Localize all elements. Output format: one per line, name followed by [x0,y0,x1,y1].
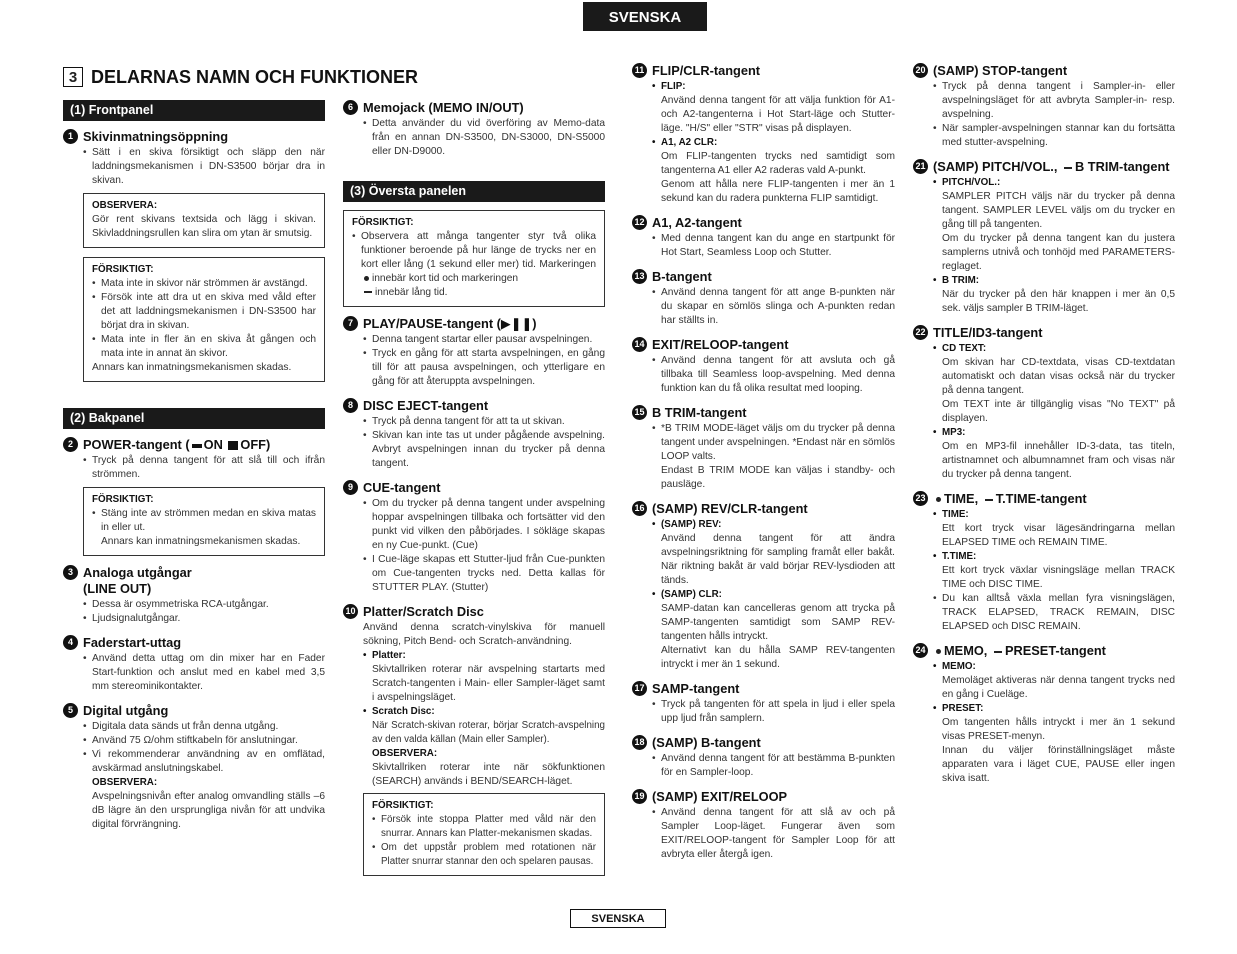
paragraph: Använd denna tangent för att ändra avspelningsriktning för sampling framåt eller bakåt. När riktning bakåt är vald börjar REV-lysdioden att tänds. [661,533,895,586]
item-heading [913,491,1175,507]
section-band-bakpanel: (2) Bakpanel [63,408,325,429]
item-title: PLAY/PAUSE-tangent (▶❚❚) [363,316,537,331]
paragraph: Skivtallriken roterar när avspelning startarts med Scratch-tangenten i Main- eller Sampler-läget samt i avspelningsläget. [372,664,605,703]
chapter-number: 3 [63,67,83,87]
power-off-symbol-icon [228,441,238,450]
sub-label: • CD TEXT: [933,342,1175,356]
item-heading [913,159,1175,175]
item-heading [632,501,895,517]
item-number: 24 [913,643,928,658]
item-number: 2 [63,437,78,452]
bullet: • Observera att många tangenter styr två olika funktioner beroende på hur länge de trycks ner en kort eller lång (1 sekund eller mer) tid. Markeringen innebär kort tid och markeringen innebär lång tid. [352,230,596,300]
bullet: • Skivan kan inte tas ut under pågående avspelning. Avbryt avspelningen innan du trycker på denna tangent. [363,429,605,471]
item-number: 7 [343,316,358,331]
paragraph: Om FLIP-tangenten trycks ned samtidigt som tangenterna A1 eller A2 raderas vald A-punkt. [661,151,895,176]
bullet: • Du kan alltså växla mellan fyra visningslägen, TRACK ELAPSED, TRACK REMAIN, DISC ELAPSED och DISC REMAIN. [933,592,1175,634]
item-title: (SAMP) B-tangent [652,735,761,750]
paragraph: Använd denna tangent för att välja funktion för A1- och A2-tangenterna i Hot Start-läge och Stutter-läge. "H/S" eller "STR" visas på displayen. [661,95,895,134]
item-heading [343,316,605,332]
bullet: • Använd denna tangent för att avsluta och gå tillbaka till Seamless loop-avspelning. Med denna funktion kan du få olika resultat med looping. [652,354,895,396]
bullet: • Vi rekommenderar användning av en omflätad, avskärmad anslutningskabel. [83,748,325,776]
section-band-oversta-panelen: (3) Översta panelen [343,181,605,202]
sub-label: • T.TIME: [933,550,1175,564]
caution-box [83,487,325,556]
item-number: 16 [632,501,647,516]
caution-box [363,793,605,876]
power-on-symbol-icon [192,444,202,448]
item-number: 9 [343,480,358,495]
bullet: • Försök inte stoppa Platter med våld när den snurrar. Annars kan Platter-mekanismen skadas. [372,813,596,841]
caution-heading: FÖRSIKTIGT: [92,494,154,505]
item-number: 18 [632,735,647,750]
section-band-frontpanel: (1) Frontpanel [63,100,325,121]
item-number: 20 [913,63,928,78]
bullet: • Med denna tangent kan du ange en startpunkt för Hot Start, Seamless Loop och Stutter. [652,232,895,260]
caution-box [343,210,605,307]
item-title: (SAMP) STOP-tangent [933,63,1068,78]
item-heading [63,565,325,597]
sub-label: • MEMO: [933,660,1175,674]
language-tab: SVENSKA [583,2,707,31]
column-4 [913,63,1175,795]
bullet: • Detta använder du vid överföring av Memo-data från en annan DN-S3500, DN-S3000, DN-S5000 eller DN-D9000. [363,117,605,159]
item-title: Platter/Scratch Disc [363,604,484,619]
note-box [83,193,325,248]
item-21 [913,159,1175,316]
sub-label: • B TRIM: [933,274,1175,288]
item-title: Faderstart-uttag [83,635,182,650]
paragraph: Använd denna scratch-vinylskiva för manuell sökning, Pitch Bend- och Scratch-användning. [363,622,605,647]
item-number: 11 [632,63,647,78]
item-number: 10 [343,604,358,619]
item-8 [343,398,605,471]
item-heading [913,63,1175,79]
paragraph: Innan du väljer förinställningsläget måste apparaten vara i läget CUE, PAUSE eller ingen skiva isatt. [942,745,1175,784]
item-number: 6 [343,100,358,115]
paragraph: Ett kort tryck visar lägesändringarna mellan ELAPSED TIME och REMAIN TIME. [942,523,1175,548]
paragraph: Om en MP3-fil innehåller ID-3-data, tas titeln, artistnamnet och albumnamnet fram och visas när du trycker på denna tangent. [942,441,1175,480]
bullet: • Sätt i en skiva försiktigt och släpp den när laddningsmekanismen i DN-S3500 börjar dra in skivan. [83,146,325,188]
item-title: MEMO, PRESET-tangent [933,643,1175,659]
item-heading [343,480,605,496]
sub-label: • PRESET: [933,702,1175,716]
item-title: (SAMP) PITCH/VOL., B TRIM-tangent [933,159,1170,174]
bullet: • Stäng inte av strömmen medan en skiva matas in eller ut. [92,507,316,535]
item-number: 13 [632,269,647,284]
item-title: FLIP/CLR-tangent [652,63,761,78]
paragraph: SAMP-datan kan cancelleras genom att trycka på SAMP-tangenten samtidigt som SAMP REV-tangenten hålls intryckt. [661,603,895,642]
item-heading [343,100,605,116]
item-heading [63,437,325,453]
item-18 [632,735,895,780]
sub-label: • MP3: [933,426,1175,440]
item-24 [913,643,1175,786]
item-number: 12 [632,215,647,230]
item-11 [632,63,895,206]
item-title: A1, A2-tangent [652,215,742,230]
paragraph: Memoläget aktiveras när denna tangent trycks ned en gång i Cueläge. [942,675,1175,700]
item-13 [632,269,895,328]
item-heading [343,604,605,620]
item-title: Analoga utgångar (LINE OUT) [83,565,192,596]
bullet: • Tryck på tangenten för att spela in ljud i eller spela upp ljud från samplern. [652,698,895,726]
item-number: 15 [632,405,647,420]
long-press-symbol-icon [994,651,1002,653]
item-number: 1 [63,129,78,144]
item-title: (SAMP) REV/CLR-tangent [652,501,808,516]
item-title: DISC EJECT-tangent [363,398,489,413]
bullet: • Dessa är osymmetriska RCA-utgångar. [83,598,325,612]
bullet: • Tryck på denna tangent för att slå till och ifrån strömmen. [83,454,325,482]
bullet: • Använd denna tangent för att bestämma B-punkten för en Sampler-loop. [652,752,895,780]
paragraph: Om du trycker på denna tangent kan du justera samplerns utnivå och tonhöjd med PARAMETERS-reglaget. [942,233,1175,272]
item-heading [632,63,895,79]
item-20 [913,63,1175,150]
bullet: • Använd denna tangent för att slå av och på Sampler Loop-läget. Fungerar även som EXIT/RELOOP-tangent för Sampler Loop för att avbryta eller återgå igen. [652,806,895,862]
bullet: • Tryck på denna tangent för att ta ut skivan. [363,415,605,429]
item-16 [632,501,895,672]
item-12 [632,215,895,260]
item-title: Skivinmatningsöppning [83,129,229,144]
short-press-symbol-icon [364,276,369,281]
item-title: TIME, T.TIME-tangent [933,491,1175,507]
item-9 [343,480,605,595]
item-title: B-tangent [652,269,712,284]
item-heading [913,325,1175,341]
sub-label: • (SAMP) REV: [652,518,895,532]
page-title-text: DELARNAS NAMN OCH FUNKTIONER [91,66,418,87]
item-number: 5 [63,703,78,718]
long-press-symbol-icon [364,291,372,293]
paragraph: Om TEXT inte är tillgänglig visas "No TEXT" på displayen. [942,399,1175,424]
item-number: 22 [913,325,928,340]
caution-heading: FÖRSIKTIGT: [92,264,154,275]
item-heading [632,789,895,805]
paragraph: Alternativt kan du hålla SAMP REV-tangenten intryckt i mer än 1 sekund. [661,645,895,670]
item-15 [632,405,895,492]
note-text: Gör rent skivans textsida och lägg i skivan. Skivladdningsrullen kan slira om ytan är smutsig. [92,214,316,239]
caution-heading: FÖRSIKTIGT: [352,217,414,228]
long-press-symbol-icon [1064,167,1072,169]
item-heading [632,337,895,353]
item-heading [343,398,605,414]
item-heading [632,269,895,285]
paragraph: Genom att hålla nere FLIP-tangenten i mer än 1 sekund kan du radera punkterna FLIP samtidigt. [661,179,895,204]
item-heading [913,643,1175,659]
item-number: 19 [632,789,647,804]
item-title: (SAMP) EXIT/RELOOP [652,789,788,804]
item-heading [632,405,895,421]
bullet: • Mata inte in skivor när strömmen är avstängd. [92,277,316,291]
item-title: EXIT/RELOOP-tangent [652,337,789,352]
item-number: 8 [343,398,358,413]
item-4 [63,635,325,694]
bullet: • Tryck en gång för att starta avspelningen, en gång till för att pausa avspelningen, och ytterligare en gång för att återuppta avspelningen. [363,347,605,389]
paragraph: När Scratch-skivan roterar, börjar Scratch-avspelning av den valda källan (Main eller Sampler). [372,720,605,745]
paragraph: Skivtallriken roterar inte när sökfunktionen (SEARCH) används i BEND/SEARCH-läget. [372,762,605,787]
item-title: TITLE/ID3-tangent [933,325,1043,340]
bullet: • När sampler-avspelningen stannar kan du fortsätta med stutter-avspelning. [933,122,1175,150]
item-heading [63,703,325,719]
item-number: 3 [63,565,78,580]
bullet: • I Cue-läge skapas ett Stutter-ljud från Cue-punkten om Cue-tangenten trycks ned. Detta kallas för STUTTER PLAY. (Stutter) [363,553,605,595]
bullet: • Använd detta uttag om din mixer har en Fader Start-funktion och anslut med en kabel med 3,5 mm stereominikontakter. [83,652,325,694]
item-3 [63,565,325,626]
item-heading [63,129,325,145]
item-title: Digital utgång [83,703,169,718]
sub-label: • Scratch Disc: [363,705,605,719]
item-2 [63,437,325,556]
sub-label: • TIME: [933,508,1175,522]
short-press-symbol-icon [936,497,941,502]
bullet: • Denna tangent startar eller pausar avspelningen. [363,333,605,347]
item-5 [63,703,325,832]
bullet: • *B TRIM MODE-läget väljs om du trycker på denna tangent under avspelningen. *Endast när en sömlös LOOP valts. [652,422,895,464]
bullet: • Digitala data sänds ut från denna utgång. [83,720,325,734]
item-number: 4 [63,635,78,650]
caution-box [83,257,325,382]
paragraph: Endast B TRIM MODE kan väljas i standby- och pausläge. [661,465,895,490]
note-heading: OBSERVERA: [92,200,158,211]
bullet: • Tryck på denna tangent i Sampler-in- eller avspelningsläget för att avbryta Sampler-in- resp. avspelning. [933,80,1175,122]
bullet: • Mata inte in fler än en skiva åt gången och mata inte in annat än skivor. [92,333,316,361]
item-10 [343,604,605,876]
caution-text: Annars kan inmatningsmekanismen skadas. [92,362,292,373]
bullet: • Om du trycker på denna tangent under avspelning hoppar avspelningen tillbaka och fortsätter vid den punkt vid vilken den påbörjades. I sökläge skapas en ny Cue-punkt. (Cue) [363,497,605,553]
caution-heading: FÖRSIKTIGT: [372,800,434,811]
item-heading [632,681,895,697]
item-22 [913,325,1175,482]
paragraph: Om skivan har CD-textdata, visas CD-textdatan automatiskt och datan visas också när du trycker på denna tangent. [942,357,1175,396]
footer-language-label: SVENSKA [570,909,666,928]
item-heading [632,215,895,231]
note-text: Avspelningsnivån efter analog omvandling ställs –6 dB lägre än den ursprungliga nivån för att undvika digital förvrängning. [92,791,325,830]
bullet: • Använd denna tangent för att ange B-punkten när du skapar en sömlös slinga och A-punkten redan har ställts in. [652,286,895,328]
item-23 [913,491,1175,634]
item-19 [632,789,895,862]
item-title: B TRIM-tangent [652,405,747,420]
column-1 [63,100,325,841]
sub-label: • FLIP: [652,80,895,94]
item-heading [63,635,325,651]
sub-label: • (SAMP) CLR: [652,588,895,602]
item-17 [632,681,895,726]
note-heading: OBSERVERA: [372,748,438,759]
item-title: POWER-tangent ( ON OFF) [83,437,271,452]
item-number: 14 [632,337,647,352]
paragraph: När du trycker på den här knappen i mer än 0,5 sek. väljs sampler B TRIM-läget. [942,289,1175,314]
short-press-symbol-icon [936,649,941,654]
column-3 [632,63,895,871]
long-press-symbol-icon [985,499,993,501]
item-title: Memojack (MEMO IN/OUT) [363,100,524,115]
column-2 [343,100,605,885]
bullet: • Använd 75 Ω/ohm stiftkabeln för anslutningar. [83,734,325,748]
item-1 [63,129,325,382]
item-title: SAMP-tangent [652,681,740,696]
note-heading: OBSERVERA: [92,777,158,788]
page-title [63,66,418,88]
item-7 [343,316,605,389]
paragraph: Ett kort tryck växlar visningsläge mellan TRACK TIME och DISC TIME. [942,565,1175,590]
item-number: 21 [913,159,928,174]
item-14 [632,337,895,396]
bullet: • Om det uppstår problem med rotationen när Platter snurrar stannar den och spelaren pausas. [372,841,596,869]
sub-label: • Platter: [363,649,605,663]
sub-label: • A1, A2 CLR: [652,136,895,150]
item-6 [343,100,605,159]
paragraph: Om tangenten hålls intryckt i mer än 1 sekund visas PRESET-menyn. [942,717,1175,742]
paragraph: SAMPLER PITCH väljs när du trycker på denna tangent. SAMPLER LEVEL väljs om du trycker en gång till på tangenten. [942,191,1175,230]
item-title: CUE-tangent [363,480,441,495]
caution-text: Annars kan inmatningsmekanismen skadas. [101,536,301,547]
item-number: 23 [913,491,928,506]
bullet: • Ljudsignalutgångar. [83,612,325,626]
sub-label: • PITCH/VOL.: [933,176,1175,190]
item-number: 17 [632,681,647,696]
bullet: • Försök inte att dra ut en skiva med våld efter det att laddningsmekanismen i DN-S3500 har börjat dra in skivan. [92,291,316,333]
item-heading [632,735,895,751]
